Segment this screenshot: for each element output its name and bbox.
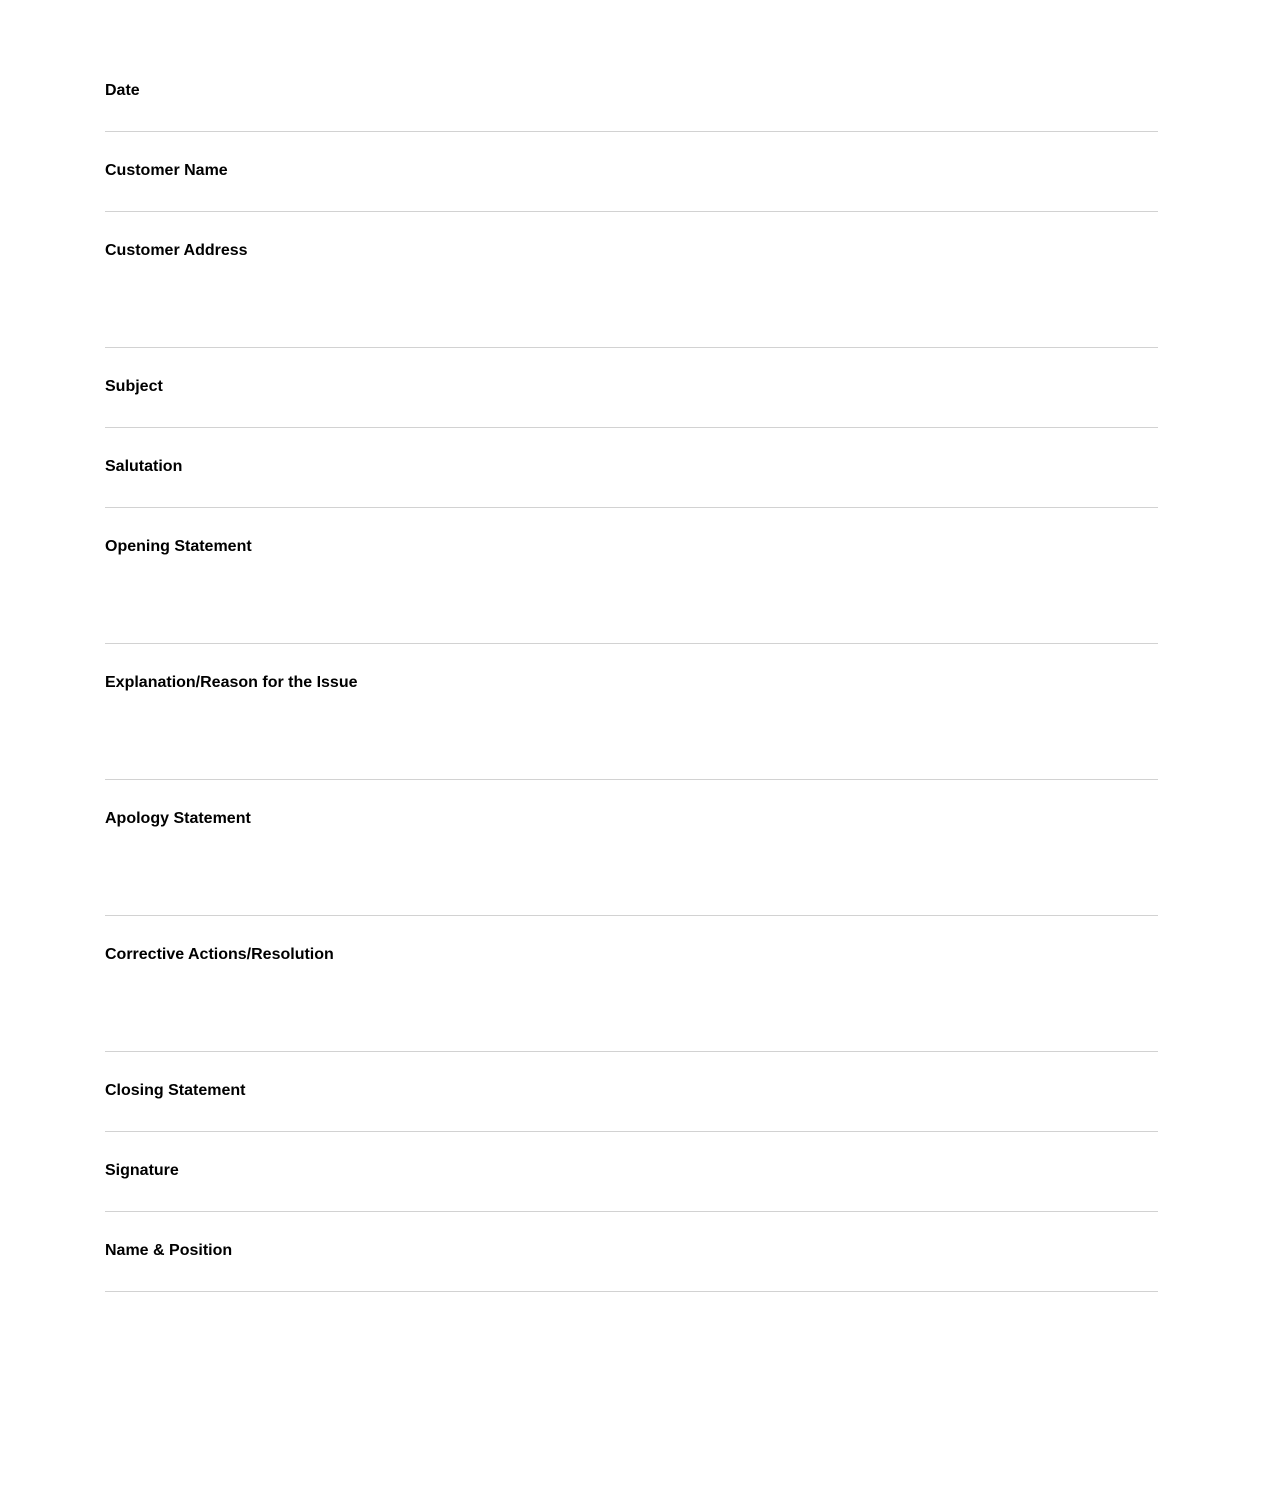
field-date[interactable] (105, 52, 1158, 132)
field-closing-statement[interactable] (105, 1052, 1158, 1132)
field-label-customer-address: Customer Address (105, 242, 248, 259)
field-subject[interactable] (105, 348, 1158, 428)
field-corrective-actions[interactable] (105, 916, 1158, 1052)
field-label-subject: Subject (105, 378, 163, 395)
field-customer-address[interactable] (105, 212, 1158, 348)
field-label-explanation: Explanation/Reason for the Issue (105, 674, 358, 691)
field-customer-name[interactable] (105, 132, 1158, 212)
field-salutation[interactable] (105, 428, 1158, 508)
field-label-salutation: Salutation (105, 458, 183, 475)
field-label-opening-statement: Opening Statement (105, 538, 252, 555)
field-label-closing-statement: Closing Statement (105, 1082, 246, 1099)
field-opening-statement[interactable] (105, 508, 1158, 644)
field-explanation[interactable] (105, 644, 1158, 780)
field-label-corrective-actions: Corrective Actions/Resolution (105, 946, 334, 963)
field-label-name-position: Name & Position (105, 1242, 233, 1259)
field-label-customer-name: Customer Name (105, 162, 228, 179)
field-name-position[interactable] (105, 1212, 1158, 1292)
field-apology-statement[interactable] (105, 780, 1158, 916)
field-label-date: Date (105, 82, 140, 99)
apology-letter-form (105, 52, 1158, 1292)
field-signature[interactable] (105, 1132, 1158, 1212)
field-label-signature: Signature (105, 1162, 179, 1179)
field-label-apology-statement: Apology Statement (105, 810, 251, 827)
